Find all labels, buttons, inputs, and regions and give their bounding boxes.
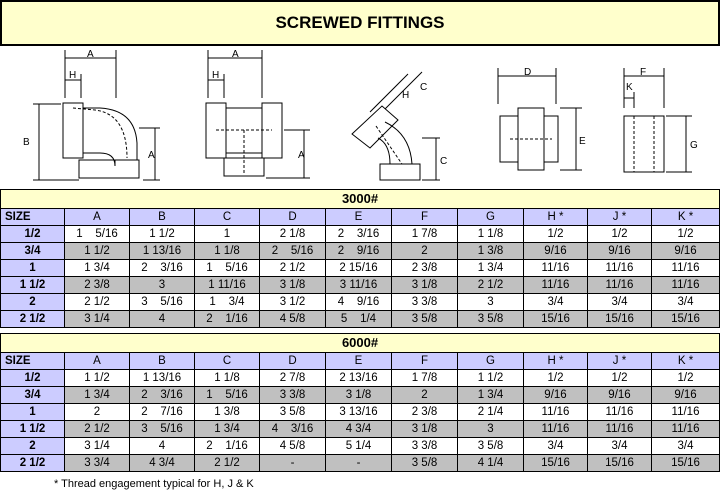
dim-label-g: G <box>690 140 698 151</box>
value-cell: 1 3/8 <box>195 404 260 421</box>
fitting-diagrams <box>0 44 720 186</box>
dim-label-a2: A <box>148 150 155 161</box>
table-row <box>1 277 720 294</box>
value-cell: 3/4 <box>588 294 652 311</box>
value-cell: 1 3/4 <box>65 387 130 404</box>
col-header: K * <box>652 353 720 370</box>
value-cell: 1 1/8 <box>195 370 260 387</box>
col-header: G <box>458 209 524 226</box>
col-header: J * <box>588 209 652 226</box>
value-cell: 3/4 <box>652 438 720 455</box>
value-cell: 9/16 <box>652 243 720 260</box>
value-cell: 1 3/4 <box>458 387 524 404</box>
dim-label-h: H <box>69 70 77 81</box>
value-cell: 1 11/16 <box>195 277 260 294</box>
dim-label-a: A <box>232 49 239 60</box>
value-cell: 11/16 <box>524 421 588 438</box>
value-cell: 4 3/16 <box>260 421 326 438</box>
value-cell: 11/16 <box>652 421 720 438</box>
value-cell: 3/4 <box>524 294 588 311</box>
value-cell: 5 1/4 <box>326 311 392 328</box>
value-cell: 9/16 <box>588 387 652 404</box>
title-banner <box>0 0 720 46</box>
table-row <box>1 294 720 311</box>
value-cell: 4 9/16 <box>326 294 392 311</box>
value-cell: 2 1/2 <box>65 294 130 311</box>
value-cell: 3 5/16 <box>130 294 195 311</box>
value-cell: 1 13/16 <box>130 243 195 260</box>
union-diagram <box>480 64 590 184</box>
table-6000 <box>0 333 720 472</box>
value-cell: 4 1/4 <box>458 455 524 472</box>
dim-label-d: D <box>524 67 532 78</box>
size-cell: 2 <box>1 438 65 455</box>
value-cell: 1 3/4 <box>458 260 524 277</box>
value-cell: 1/2 <box>588 226 652 243</box>
value-cell: 11/16 <box>588 421 652 438</box>
value-cell: 3 3/8 <box>392 438 458 455</box>
value-cell: 11/16 <box>588 404 652 421</box>
table-row <box>1 438 720 455</box>
value-cell: 11/16 <box>652 404 720 421</box>
value-cell: 4 3/4 <box>326 421 392 438</box>
value-cell: 3 <box>458 294 524 311</box>
value-cell: 2 3/8 <box>65 277 130 294</box>
table-row <box>1 260 720 277</box>
elbow-90-diagram <box>15 48 165 186</box>
value-cell: 3 5/8 <box>392 455 458 472</box>
size-cell: 1/2 <box>1 370 65 387</box>
value-cell: 9/16 <box>524 243 588 260</box>
col-header: H * <box>524 353 588 370</box>
value-cell: 2 1/16 <box>195 311 260 328</box>
value-cell: 1 5/16 <box>195 260 260 277</box>
value-cell: 2 1/4 <box>458 404 524 421</box>
table-row <box>1 226 720 243</box>
col-header: A <box>65 209 130 226</box>
value-cell: 9/16 <box>652 387 720 404</box>
value-cell: 2 3/16 <box>130 387 195 404</box>
col-header: D <box>260 353 326 370</box>
value-cell: 2 5/16 <box>260 243 326 260</box>
value-cell: 15/16 <box>524 455 588 472</box>
tee-diagram <box>190 48 330 186</box>
col-header: F <box>392 209 458 226</box>
value-cell: 15/16 <box>652 311 720 328</box>
dim-label-e: E <box>579 136 586 147</box>
size-cell: 2 1/2 <box>1 455 65 472</box>
value-cell: 15/16 <box>524 311 588 328</box>
value-cell: 1 5/16 <box>65 226 130 243</box>
value-cell: 9/16 <box>588 243 652 260</box>
value-cell: 3 5/16 <box>130 421 195 438</box>
table-row <box>1 311 720 328</box>
value-cell: 1 5/16 <box>195 387 260 404</box>
value-cell: 2 1/8 <box>260 226 326 243</box>
table-row <box>1 421 720 438</box>
value-cell: 2 15/16 <box>326 260 392 277</box>
value-cell: 2 1/2 <box>458 277 524 294</box>
table-row <box>1 455 720 472</box>
value-cell: 4 5/8 <box>260 438 326 455</box>
value-cell: 15/16 <box>652 455 720 472</box>
value-cell: 2 1/2 <box>65 421 130 438</box>
value-cell: 1 1/2 <box>65 370 130 387</box>
footnote: * Thread engagement typical for H, J & K <box>54 478 254 490</box>
value-cell: 1 3/4 <box>195 294 260 311</box>
elbow-45-diagram <box>340 64 460 184</box>
value-cell: 2 3/8 <box>392 260 458 277</box>
value-cell: 3 1/8 <box>326 387 392 404</box>
value-cell: 3 1/8 <box>260 277 326 294</box>
value-cell: 3 <box>458 421 524 438</box>
value-cell: 1 1/8 <box>195 243 260 260</box>
col-header: J * <box>588 353 652 370</box>
col-header: H * <box>524 209 588 226</box>
col-header: B <box>130 209 195 226</box>
section-title: 3000# <box>1 190 720 209</box>
value-cell: 1 13/16 <box>130 370 195 387</box>
value-cell: 3 <box>130 277 195 294</box>
value-cell: 3 1/2 <box>260 294 326 311</box>
col-header: E <box>326 353 392 370</box>
dim-label-c: C <box>420 82 428 93</box>
table-3000 <box>0 189 720 328</box>
value-cell: 2 1/2 <box>195 455 260 472</box>
value-cell: 5 1/4 <box>326 438 392 455</box>
value-cell: 3 1/4 <box>65 438 130 455</box>
value-cell: 11/16 <box>652 260 720 277</box>
size-cell: 1 1/2 <box>1 421 65 438</box>
dim-label-b: B <box>23 137 30 148</box>
value-cell: 2 1/16 <box>195 438 260 455</box>
value-cell: 2 13/16 <box>326 370 392 387</box>
value-cell: 11/16 <box>524 277 588 294</box>
value-cell: 3/4 <box>588 438 652 455</box>
value-cell: 2 <box>65 404 130 421</box>
col-header: SIZE <box>1 353 65 370</box>
dim-label-h: H <box>212 70 220 81</box>
value-cell: 3/4 <box>652 294 720 311</box>
value-cell: 1/2 <box>524 226 588 243</box>
col-header: K * <box>652 209 720 226</box>
value-cell: 1/2 <box>588 370 652 387</box>
table-row <box>1 370 720 387</box>
value-cell: 2 <box>392 243 458 260</box>
value-cell: 2 3/16 <box>130 260 195 277</box>
value-cell: 1 1/2 <box>65 243 130 260</box>
value-cell: 4 5/8 <box>260 311 326 328</box>
page-title: SCREWED FITTINGS <box>275 13 445 32</box>
value-cell: 3 5/8 <box>458 438 524 455</box>
value-cell: 2 7/16 <box>130 404 195 421</box>
value-cell: 11/16 <box>652 277 720 294</box>
col-header: G <box>458 353 524 370</box>
value-cell: 11/16 <box>524 404 588 421</box>
header-row <box>1 353 720 370</box>
value-cell: 3 3/8 <box>260 387 326 404</box>
dim-label-a2: A <box>298 150 305 161</box>
size-cell: 2 1/2 <box>1 311 65 328</box>
section-title: 6000# <box>1 334 720 353</box>
value-cell: 2 9/16 <box>326 243 392 260</box>
value-cell: 11/16 <box>588 260 652 277</box>
value-cell: 11/16 <box>524 260 588 277</box>
size-cell: 3/4 <box>1 387 65 404</box>
value-cell: 1 <box>195 226 260 243</box>
value-cell: 1 3/4 <box>65 260 130 277</box>
value-cell: 3 5/8 <box>392 311 458 328</box>
value-cell: 1 1/2 <box>458 370 524 387</box>
value-cell: 4 <box>130 311 195 328</box>
table-row <box>1 404 720 421</box>
dim-label-f: F <box>640 67 647 78</box>
size-cell: 1 1/2 <box>1 277 65 294</box>
value-cell: 3 3/8 <box>392 294 458 311</box>
size-cell: 1 <box>1 260 65 277</box>
value-cell: 3 1/8 <box>392 277 458 294</box>
col-header: D <box>260 209 326 226</box>
value-cell: 2 7/8 <box>260 370 326 387</box>
table-row <box>1 387 720 404</box>
value-cell: 11/16 <box>588 277 652 294</box>
size-cell: 1/2 <box>1 226 65 243</box>
value-cell: 4 <box>130 438 195 455</box>
value-cell: - <box>326 455 392 472</box>
value-cell: 2 3/8 <box>392 404 458 421</box>
value-cell: - <box>260 455 326 472</box>
value-cell: 1 1/2 <box>130 226 195 243</box>
value-cell: 3 13/16 <box>326 404 392 421</box>
dim-label-h: H <box>402 90 410 101</box>
value-cell: 4 3/4 <box>130 455 195 472</box>
value-cell: 3/4 <box>524 438 588 455</box>
col-header: B <box>130 353 195 370</box>
dim-label-a: A <box>87 49 94 60</box>
value-cell: 1/2 <box>524 370 588 387</box>
col-header: F <box>392 353 458 370</box>
dim-label-k: K <box>626 82 633 93</box>
value-cell: 3 1/4 <box>65 311 130 328</box>
value-cell: 15/16 <box>588 311 652 328</box>
value-cell: 2 <box>392 387 458 404</box>
value-cell: 3 1/8 <box>392 421 458 438</box>
value-cell: 15/16 <box>588 455 652 472</box>
col-header: C <box>195 353 260 370</box>
value-cell: 2 1/2 <box>260 260 326 277</box>
value-cell: 1 7/8 <box>392 226 458 243</box>
col-header: E <box>326 209 392 226</box>
value-cell: 1/2 <box>652 370 720 387</box>
value-cell: 3 5/8 <box>260 404 326 421</box>
table-row <box>1 243 720 260</box>
value-cell: 1 7/8 <box>392 370 458 387</box>
size-cell: 3/4 <box>1 243 65 260</box>
value-cell: 1 1/8 <box>458 226 524 243</box>
coupling-diagram <box>610 64 710 184</box>
value-cell: 3 3/4 <box>65 455 130 472</box>
value-cell: 1 3/8 <box>458 243 524 260</box>
value-cell: 3 11/16 <box>326 277 392 294</box>
dim-label-c2: C <box>440 156 448 167</box>
value-cell: 1 3/4 <box>195 421 260 438</box>
value-cell: 1/2 <box>652 226 720 243</box>
value-cell: 3 5/8 <box>458 311 524 328</box>
size-cell: 2 <box>1 294 65 311</box>
value-cell: 9/16 <box>524 387 588 404</box>
col-header: SIZE <box>1 209 65 226</box>
value-cell: 2 3/16 <box>326 226 392 243</box>
header-row <box>1 209 720 226</box>
size-cell: 1 <box>1 404 65 421</box>
col-header: C <box>195 209 260 226</box>
col-header: A <box>65 353 130 370</box>
